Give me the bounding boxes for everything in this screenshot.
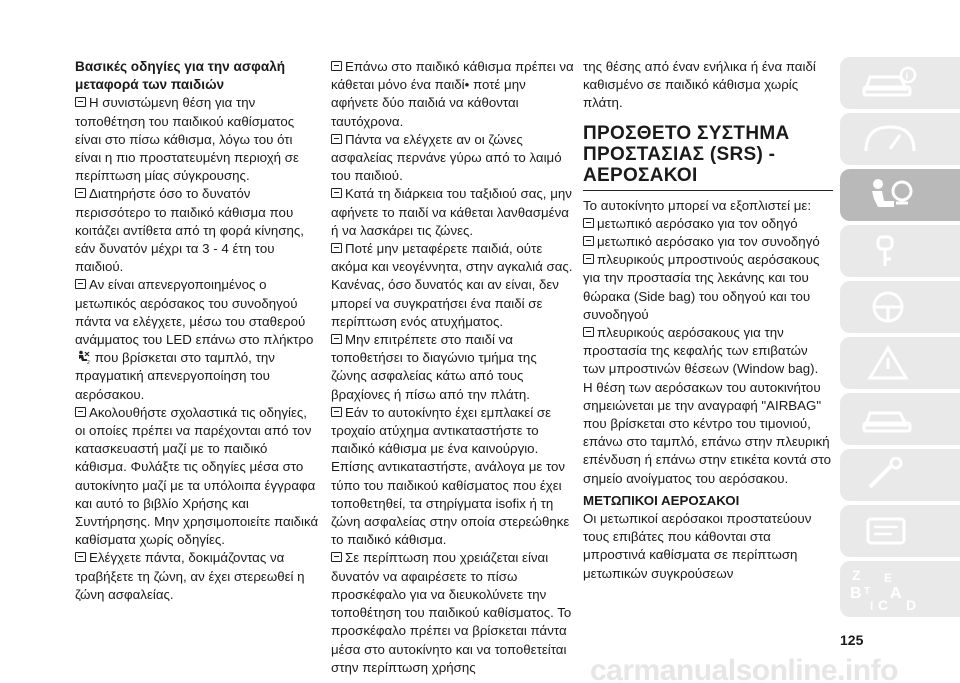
bullet-icon — [75, 407, 86, 417]
index-letter: A — [890, 585, 902, 602]
bullet-icon — [583, 254, 594, 264]
bullet-icon — [75, 97, 86, 107]
airbag-seat-icon — [860, 177, 920, 213]
bullet-item: μετωπικό αερόσακο για τον συνοδηγό — [583, 233, 833, 251]
tab-index[interactable] — [840, 561, 960, 617]
bullet-item: Αν είναι απενεργοποιημένος ο μετωπικός αερόσακος του συνοδηγού πάντα να ελέγχετε, μέσω του σταθερού ανάμματος του LED επάνω στο πλήκτρο 2 που βρίσκεται στο ταμπλό, την πραγματική απενεργοποίηση του αερόσακου. — [75, 277, 314, 402]
chapter-tabs — [840, 57, 960, 617]
svg-text:i: i — [905, 71, 909, 82]
bullet-icon — [331, 243, 342, 253]
bullet-item: Η συνιστώμενη θέση για την τοποθέτηση του παιδικού καθίσματος είναι στο πίσω κάθισμα, λόγω του ότι είναι η πιο προστατευμένη περιοχή σε περίπτωση μίας σύγκρουσης. — [75, 95, 299, 184]
bullet-icon — [331, 334, 342, 344]
column-3 — [583, 58, 833, 583]
tab-servicing[interactable] — [840, 393, 960, 445]
tab-emergency[interactable] — [840, 337, 960, 389]
intro-text: Το αυτοκίνητο μπορεί να εξοπλιστεί με: — [583, 197, 812, 213]
bullet-item: Κατά τη διάρκεια του ταξιδιού σας, μην αφήνετε το παιδί να κάθεται λανθασμένα ή να λασκάρει τις ζώνες. — [331, 186, 572, 238]
bullet-icon — [331, 552, 342, 562]
tab-car-info[interactable] — [840, 57, 960, 109]
bullet-item: Διατηρήστε όσο το δυνατόν περισσότερο το παιδικό κάθισμα που κοιτάζει αντίθετα από τη φορά κίνησης, εάν δυνατόν μέχρι τα 3 - 4 έτη του παιδιού. — [75, 186, 304, 275]
sub-paragraph: Οι μετωπικοί αερόσακοι προστατεύουν τους επιβάτες που κάθονται στα μπροστινά καθίσματα σε περίπτωση μετωπικών συγκρούσεων — [583, 511, 812, 581]
passenger-airbag-off-icon — [75, 350, 91, 364]
car-service-icon — [860, 401, 920, 437]
bullet-icon — [331, 188, 342, 198]
index-letter: E — [884, 571, 893, 585]
tab-safety[interactable] — [840, 169, 960, 221]
technical-data-icon — [860, 513, 920, 549]
bullet-item: Πάντα να ελέγχετε αν οι ζώνες ασφαλείας περνάνε γύρω από το λαιμό του παιδιού. — [331, 131, 562, 184]
column-2 — [331, 58, 576, 677]
bullet-item: Ποτέ μην μεταφέρετε παιδιά, ούτε ακόμα και νεογέννητα, στην αγκαλιά σας. Κανένας, όσο δυνατός και αν είναι, δεν μπορεί να συγκρατήσει ένα παιδί σε περίπτωση ενός ατυχήματος. — [331, 241, 573, 329]
tab-starting[interactable] — [840, 225, 960, 277]
bullet-item: πλευρικούς μπροστινούς αερόσακους για την προστασία της λεκάνης και του θώρακα (Side bag) του οδηγού και του συνοδηγού — [583, 252, 820, 322]
bullet-item: Εάν το αυτοκίνητο έχει εμπλακεί σε τροχαίο ατύχημα αντικαταστήστε το παιδικό κάθισμα με ένα καινούργιο. Επίσης αντικαταστήστε, ανάλογα με τον τύπο του παιδικού καθίσματος που έχει τοποθετηθεί, τα στηρίγματα isofix ή τη ζώνη ασφαλείας στην οποία στερεώθηκε το παιδικό κάθισμα. — [331, 404, 570, 548]
alphabet-index-icon — [840, 564, 930, 614]
tab-driving[interactable] — [840, 281, 960, 333]
tab-maintenance[interactable] — [840, 449, 960, 501]
bullet-icon — [331, 61, 342, 71]
warning-triangle-icon — [860, 345, 920, 381]
bullet-icon — [331, 407, 342, 417]
column-1 — [75, 58, 320, 604]
tab-technical-data[interactable] — [840, 505, 960, 557]
bullet-item: Μην επιτρέπετε στο παιδί να τοποθετήσει το διαγώνιο τμήμα της ζώνης ασφαλείας κάτω από τους βραχίονες ή πίσω από την πλάτη. — [331, 332, 537, 402]
section-title: ΠΡΟΣΘΕΤΟ ΣΥΣΤΗΜΑ ΠΡΟΣΤΑΣΙΑΣ (SRS) - ΑΕΡΟΣΑΚΟΙ — [583, 123, 833, 191]
tab-dashboard[interactable] — [840, 113, 960, 165]
paragraph: Η θέση των αερόσακων του αυτοκινήτου σημειώνεται με την αναγραφή "AIRBAG" που βρίσκεται στο κέντρο του τιμονιού, επάνω στο ταμπλό, επάνω στην πλευρική επένδυση ή επάνω στην ετικέτα κοντά στο σημείο ανοίγματος του αερόσακου. — [583, 379, 832, 486]
bullet-icon — [75, 188, 86, 198]
bullet-item: Σε περίπτωση που χρειάζεται είναι δυνατόν να αφαιρέσετε το πίσω προσκέφαλο για να διευκολύνετε την τοποθέτηση του παιδικού καθίσματος. Το προσκέφαλο πρέπει να βρίσκεται πάντα μέσα στο αυτοκίνητο και να τοποθετείται στην περίπτωση χρήσης — [331, 550, 572, 675]
bullet-icon — [331, 134, 342, 144]
continuation-text: της θέσης από έναν ενήλικα ή ένα παιδί καθισμένο σε παιδικό κάθισμα χωρίς πλάτη. — [583, 59, 816, 111]
bullet-icon — [583, 327, 594, 337]
car-key-icon — [860, 233, 920, 269]
section-heading: Βασικές οδηγίες για την ασφαλή μεταφορά των παιδιών — [75, 59, 286, 93]
index-letter: C — [878, 597, 889, 613]
steering-wheel-icon — [860, 289, 920, 325]
car-info-icon — [860, 65, 920, 101]
index-letter: B — [850, 585, 862, 602]
index-letter: D — [906, 597, 917, 613]
index-letter: I — [870, 599, 874, 613]
bullet-item: μετωπικό αερόσακο για τον οδηγό — [583, 215, 833, 233]
bullet-icon — [583, 218, 594, 228]
bullet-item: πλευρικούς αερόσακους για την προστασία της κεφαλής των επιβατών των μπροστινών θέσεων (Window bag). — [583, 325, 819, 377]
bullet-icon — [75, 552, 86, 562]
bullet-item: Επάνω στο παιδικό κάθισμα πρέπει να κάθεται μόνο ένα παιδί• ποτέ μην αφήνετε δύο παιδιά να κάθονται ταυτόχρονα. — [331, 59, 574, 129]
watermark: carmanualsonline.info — [590, 654, 898, 683]
index-letter: Z — [852, 567, 861, 583]
bullet-icon — [583, 236, 594, 246]
bullet-item: Ακολουθήστε σχολαστικά τις οδηγίες, οι οποίες πρέπει να παρέχονται από τον κατασκευαστή μαζί με το παιδικό κάθισμα. Φυλάξτε τις οδηγίες μέσα στο αυτοκίνητο μαζί με τα υπόλοιπα έγγραφα και αυτό το βιβλίο Χρήσης και Συντήρησης. Μην χρησιμοποιείτε παιδικά καθίσματα χωρίς οδηγίες. — [75, 404, 319, 548]
bullet-icon — [75, 279, 86, 289]
wrench-car-icon — [860, 457, 920, 493]
index-letter: T — [864, 586, 871, 597]
bullet-item: Ελέγχετε πάντα, δοκιμάζοντας να τραβήξετε τη ζώνη, αν έχει στερεωθεί η ζώνη ασφαλείας. — [75, 550, 305, 602]
page-number: 125 — [840, 632, 864, 648]
subheading: ΜΕΤΩΠΙΚΟΙ ΑΕΡΟΣΑΚΟΙ — [583, 492, 740, 508]
dashboard-gauge-icon — [860, 121, 920, 157]
svg-text:2: 2 — [87, 360, 90, 365]
